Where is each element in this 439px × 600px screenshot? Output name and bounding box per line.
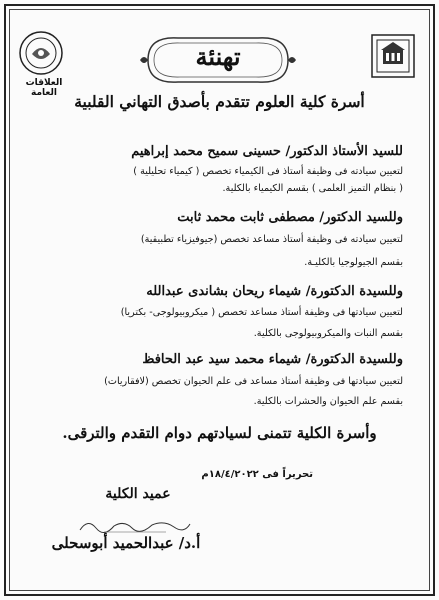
honoree-detail-3b: بقسم النبات والميكروبيولوجى بالكلية. (253, 328, 403, 339)
honoree-detail-2b: بقسم الجيولوجيا بالكليـة. (304, 257, 403, 268)
honoree-name-1: للسيد الأستاذ الدكتور/ حسينى سميح محمد إبراهيم (131, 144, 403, 159)
honoree-name-3: وللسيدة الدكتورة/ شيماء ريحان بشاندى عبدالله (146, 284, 403, 299)
honoree-detail-1a: لتعيين سيادته فى وظيفة أستاذ فى الكيمياء تخصص ( كيمياء تحليلية ) (133, 166, 403, 177)
logo-caption: العلاقات العامة (25, 78, 63, 98)
public-relations-logo (18, 30, 64, 76)
honoree-detail-1b: ( بنظام التميز العلمى ) بقسم الكيمياء بالكلية. (222, 183, 403, 194)
honoree-detail-4b: بقسم علم الحيوان والحشرات بالكلية. (253, 396, 403, 407)
university-logo (369, 32, 417, 80)
honoree-name-2: وللسيد الدكتور/ مصطفى ثابت محمد ثابت (177, 210, 403, 225)
issue-date: تحريراً فى ١٨/٤/٢٠٢٢م (201, 469, 313, 480)
closing-wishes: وأسرة الكلية تتمنى لسيادتهم دوام التقدم والترقى. (62, 424, 377, 442)
dean-title: عميد الكلية (105, 486, 171, 502)
banner-title: تهنئة (195, 42, 241, 71)
dean-name: أ.د/ عبدالحميد أبوسحلى (51, 534, 201, 552)
honoree-detail-4a: لتعيين سيادتها فى وظيفة أستاذ مساعد فى علم الحيوان تخصص (لافقاريات) (104, 376, 403, 387)
headline: أسرة كلية العلوم تتقدم بأصدق التهاني القلبية (74, 92, 365, 111)
honoree-detail-2a: لتعيين سيادته فى وظيفة أستاذ مساعد تخصص (جيوفيزياء تطبيقية) (140, 234, 403, 245)
honoree-detail-3a: لتعيين سيادتها فى وظيفة أستاذ مساعد تخصص ( ميكروبيولوجى- بكتريا) (120, 307, 403, 318)
honoree-name-4: وللسيدة الدكتورة/ شيماء محمد سيد عبد الحافظ (142, 352, 403, 367)
